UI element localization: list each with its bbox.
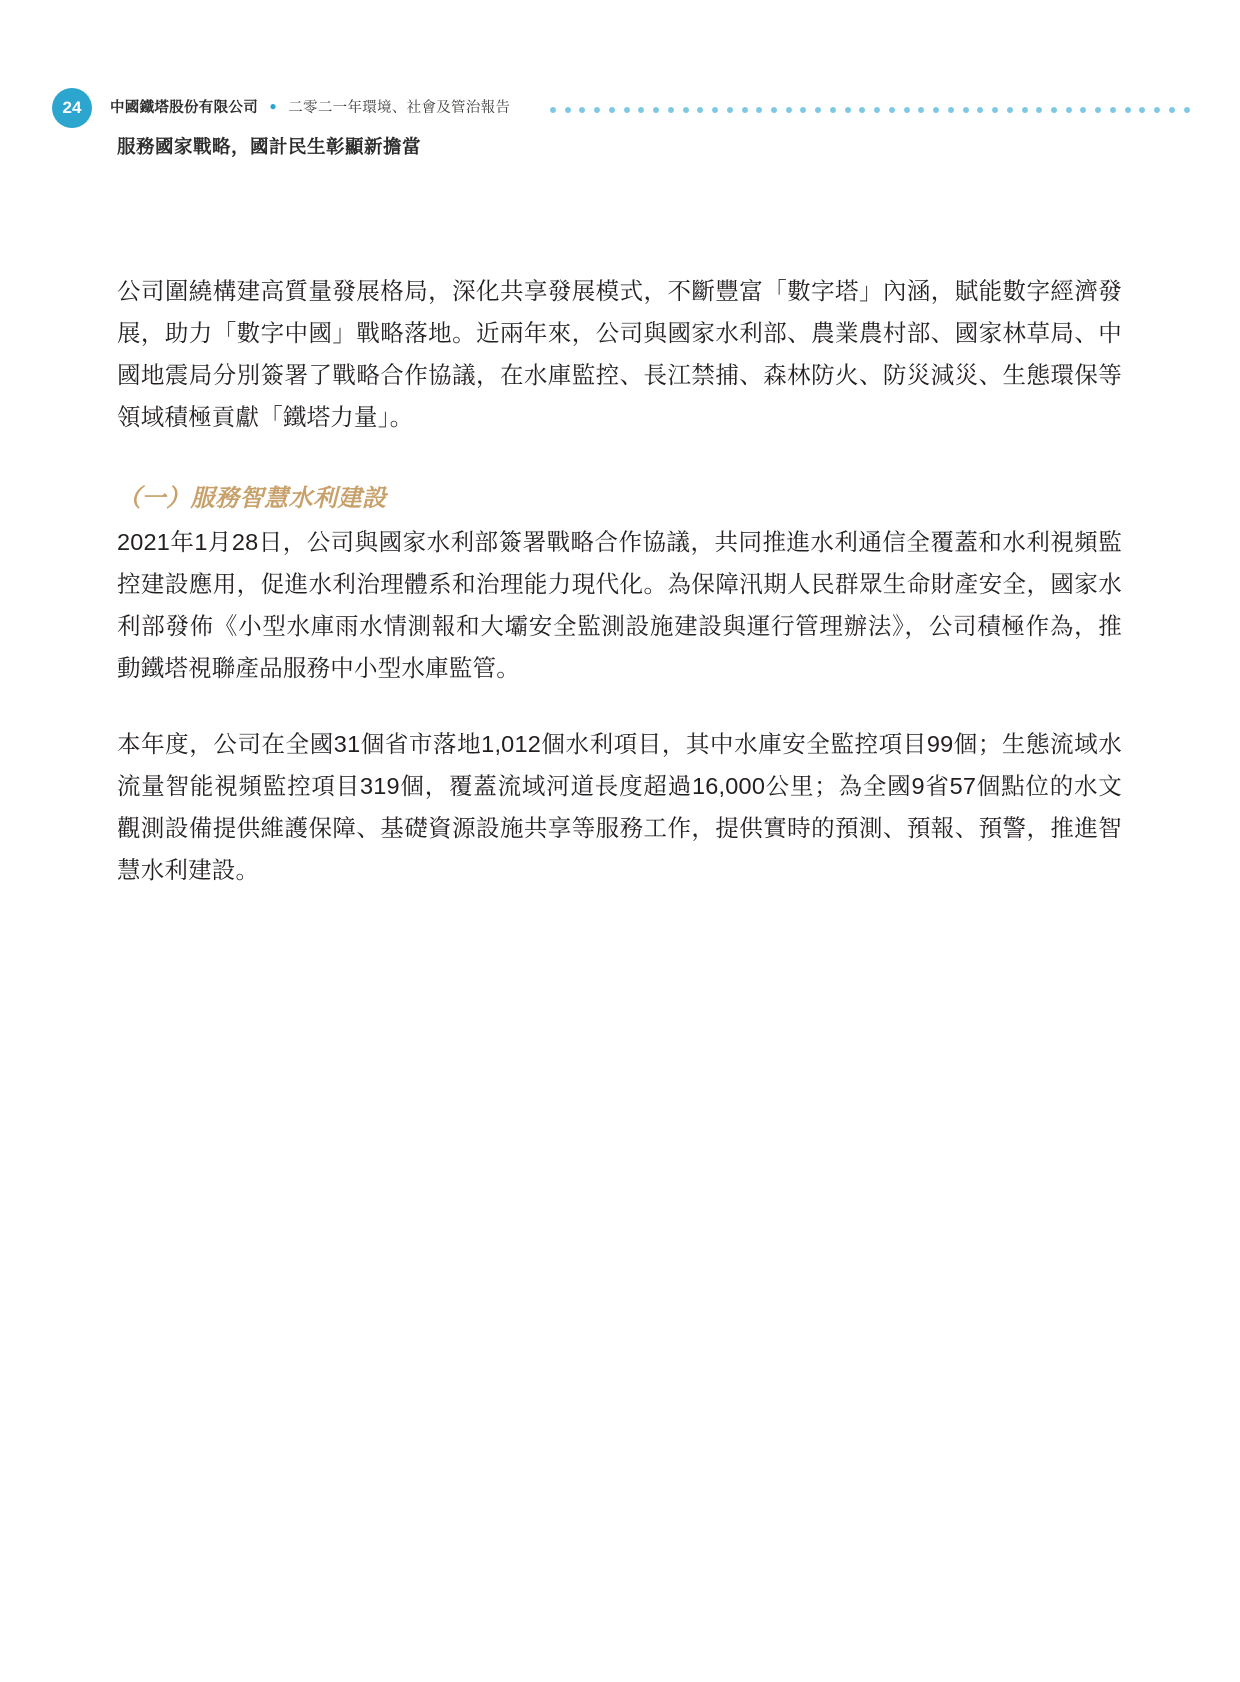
rule-dot	[830, 107, 836, 113]
rule-dot	[845, 107, 851, 113]
bullet-separator-icon: ●	[269, 99, 277, 113]
rule-dot	[638, 107, 644, 113]
rule-dot	[1154, 107, 1160, 113]
rule-dot	[550, 107, 556, 113]
rule-dot	[697, 107, 703, 113]
rule-dot	[742, 107, 748, 113]
rule-dot	[874, 107, 880, 113]
rule-dot	[1095, 107, 1101, 113]
subsection-heading: （一）服務智慧水利建設	[117, 485, 387, 512]
rule-dot	[1022, 107, 1028, 113]
intro-paragraph: 公司圍繞構建高質量發展格局，深化共享發展模式，不斷豐富「數字塔」內涵，賦能數字經濟發展，助力「數字中國」戰略落地。近兩年來，公司與國家水利部、農業農村部、國家林草局、中國地震局分別簽署了戰略合作協議，在水庫監控、長江禁捕、森林防火、防災減災、生態環保等領域積極貢獻「鐵塔力量」。	[117, 278, 1122, 430]
rule-dot	[800, 107, 806, 113]
rule-dot	[594, 107, 600, 113]
header-company-name: 中國鐵塔股份有限公司	[110, 100, 258, 116]
rule-dot	[889, 107, 895, 113]
rule-dot	[1080, 107, 1086, 113]
rule-dot	[565, 107, 571, 113]
rule-dot	[1066, 107, 1072, 113]
rule-dot	[727, 107, 733, 113]
rule-dot	[815, 107, 821, 113]
rule-dot	[977, 107, 983, 113]
rule-dot	[948, 107, 954, 113]
rule-dot	[1110, 107, 1116, 113]
rule-dot	[992, 107, 998, 113]
rule-dot	[756, 107, 762, 113]
paragraph-2: 本年度，公司在全國31個省市落地1,012個水利項目，其中水庫安全監控項目99個；生態流域水流量智能視頻監控項目319個，覆蓋流域河道長度超過16,000公里；為全國9省57個點位的水文觀測設備提供維護保障、基礎資源設施共享等服務工作，提供實時的預測、預報、預警，推進智慧水利建設。	[117, 731, 1122, 883]
rule-dot	[1051, 107, 1057, 113]
rule-dot	[859, 107, 865, 113]
paragraph-spacer	[117, 689, 1122, 723]
header-breadcrumb	[110, 96, 510, 117]
rule-dot	[579, 107, 585, 113]
rule-dot	[1125, 107, 1131, 113]
rule-dot	[1139, 107, 1145, 113]
rule-dot	[653, 107, 659, 113]
paragraph-1: 2021年1月28日，公司與國家水利部簽署戰略合作協議，共同推進水利通信全覆蓋和水利視頻監控建設應用，促進水利治理體系和治理能力現代化。為保障汛期人民群眾生命財產安全，國家水利部發佈《小型水庫雨水情測報和大壩安全監測設施建設與運行管理辦法》，公司積極作為，推動鐵塔視聯產品服務中小型水庫監管。	[117, 529, 1122, 681]
rule-dot	[1036, 107, 1042, 113]
section-label: 服務國家戰略，國計民生彰顯新擔當	[117, 136, 422, 157]
rule-dot	[771, 107, 777, 113]
rule-dot	[624, 107, 630, 113]
rule-dot	[786, 107, 792, 113]
rule-dot	[904, 107, 910, 113]
rule-dot	[933, 107, 939, 113]
rule-dot	[1007, 107, 1013, 113]
rule-dot	[1169, 107, 1175, 113]
rule-dot	[918, 107, 924, 113]
header-report-title: 二零二一年環境、社會及管治報告	[288, 100, 511, 116]
dotted-rule-decoration	[550, 107, 1190, 113]
rule-dot	[963, 107, 969, 113]
rule-dot	[609, 107, 615, 113]
page-content	[117, 270, 1122, 891]
rule-dot	[668, 107, 674, 113]
page-number-badge: 24	[52, 88, 92, 128]
rule-dot	[712, 107, 718, 113]
page-header	[0, 44, 1240, 117]
rule-dot	[683, 107, 689, 113]
rule-dot	[1184, 107, 1190, 113]
